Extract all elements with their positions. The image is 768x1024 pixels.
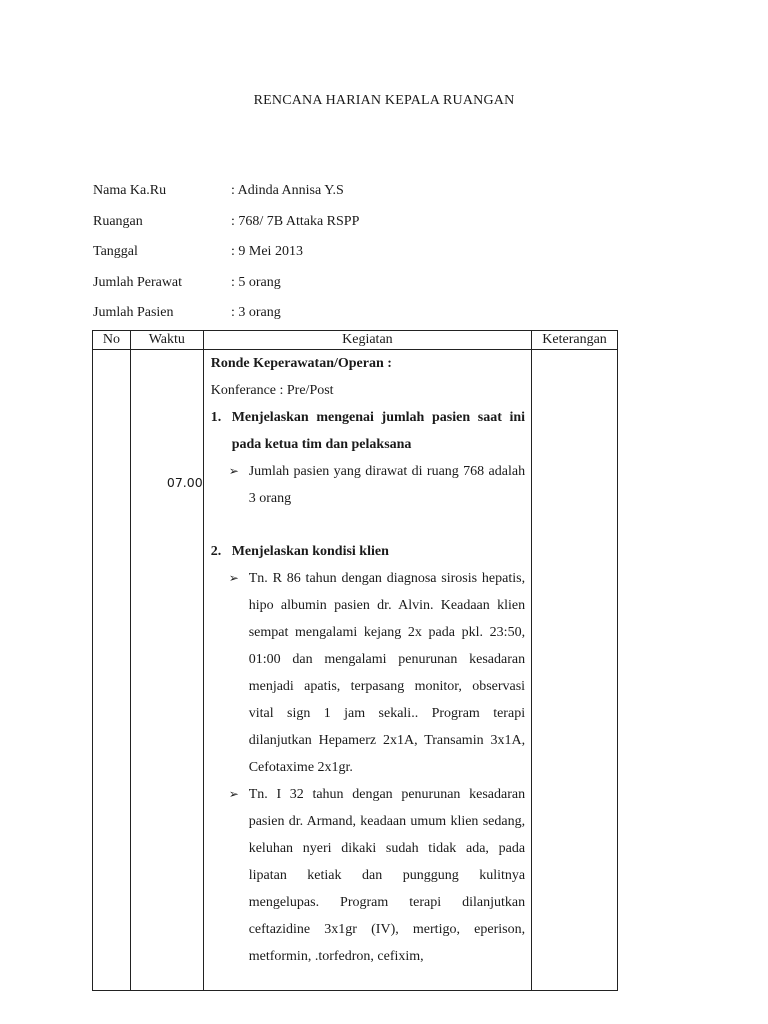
header-kegiatan: Kegiatan xyxy=(203,331,531,350)
numbered-item-2 xyxy=(211,538,525,565)
bullet-text: Jumlah pasien yang dirawat di ruang 768 adalah 3 orang xyxy=(248,464,526,506)
header-waktu: Waktu xyxy=(130,331,203,350)
table-header-row xyxy=(93,331,618,350)
item-number: 1. xyxy=(210,410,222,425)
arrow-bullet-icon: ➢ xyxy=(228,571,239,585)
cell-no xyxy=(93,350,131,991)
bullet-item xyxy=(229,458,525,512)
bullet-text: Tn. R 86 tahun dengan diagnosa sirosis hepatis, hipo albumin pasien dr. Alvin. Keadaan klien sempat mengalami kejang 2x pada pkl. 23:50, 01:00 dan mengalami penurunan kesadaran menjadi apatis, terpasang monitor, observasi vital sign 1 jam sekali.. Program terapi dilanjutkan Hepamerz 2x1A, Transamin 3x1A, Cefotaxime 2x1gr. xyxy=(248,571,526,775)
header-keterangan: Keterangan xyxy=(532,331,618,350)
info-block xyxy=(93,176,359,329)
info-label: Tanggal xyxy=(93,244,138,260)
info-row-nama-karu xyxy=(93,176,359,207)
kegiatan-subheading: Konferance : Pre/Post xyxy=(210,383,334,398)
info-value: : 9 Mei 2013 xyxy=(231,244,303,260)
info-value: : 768/ 7B Attaka RSPP xyxy=(231,213,360,229)
info-row-tanggal xyxy=(93,237,359,268)
numbered-item-1 xyxy=(211,404,525,458)
info-value: : 5 orang xyxy=(231,274,281,290)
waktu-value: 07.00 xyxy=(166,475,203,490)
bullet-item xyxy=(229,781,525,970)
arrow-bullet-icon: ➢ xyxy=(228,464,239,478)
info-label: Jumlah Pasien xyxy=(93,305,174,321)
table-row xyxy=(93,350,618,991)
item-number: 2. xyxy=(210,544,222,559)
cell-keterangan xyxy=(532,350,618,991)
kegiatan-heading: Ronde Keperawatan/Operan : xyxy=(210,356,392,371)
info-row-jumlah-pasien xyxy=(93,298,359,329)
info-label: Nama Ka.Ru xyxy=(93,183,167,199)
info-value: : Adinda Annisa Y.S xyxy=(231,183,344,199)
item-text: Menjelaskan mengenai jumlah pasien saat ini pada ketua tim dan pelaksana xyxy=(231,410,526,452)
activity-table xyxy=(92,330,618,991)
info-row-ruangan xyxy=(93,207,359,238)
document-title: RENCANA HARIAN KEPALA RUANGAN xyxy=(253,93,515,108)
bullet-text: Tn. I 32 tahun dengan penurunan kesadaran pasien dr. Armand, keadaan umum klien sedang, keluhan nyeri dikaki sudah tidak ada, pada lipatan ketiak dan punggung kulitnya mengelupas. Program terapi dilanjutkan ceftazidine 3x1gr (IV), mertigo, eperison, metformin, .torfedron, cefixim, xyxy=(248,787,526,964)
cell-waktu xyxy=(130,350,203,991)
cell-kegiatan xyxy=(203,350,531,991)
info-label: Ruangan xyxy=(93,213,143,229)
header-no: No xyxy=(93,331,131,350)
info-value: : 3 orang xyxy=(231,305,281,321)
info-row-jumlah-perawat xyxy=(93,268,359,299)
info-label: Jumlah Perawat xyxy=(93,274,183,290)
arrow-bullet-icon: ➢ xyxy=(228,787,239,801)
kegiatan-content xyxy=(204,350,531,970)
bullet-item xyxy=(229,565,525,781)
item-text: Menjelaskan kondisi klien xyxy=(231,544,389,559)
